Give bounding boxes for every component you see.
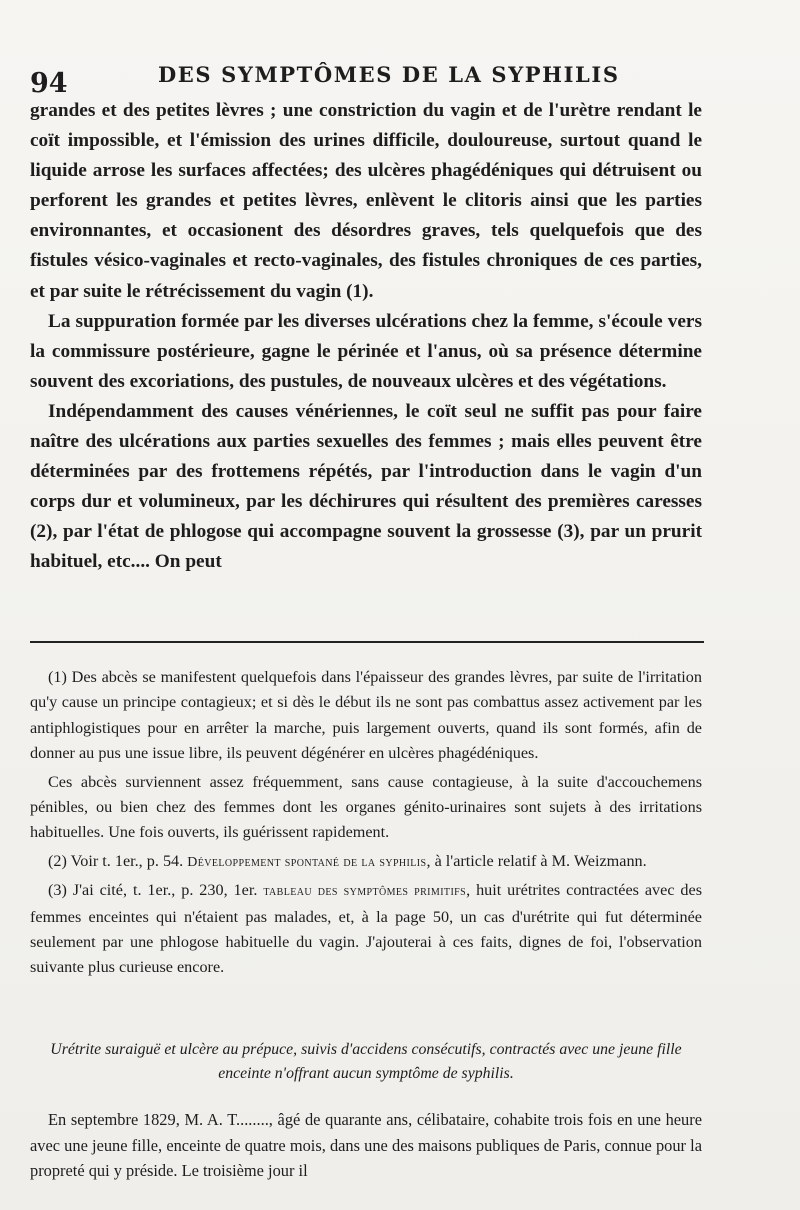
footnote-2-title: Développement spontané de la syphilis <box>187 854 427 870</box>
body-paragraph-1: grandes et des petites lèvres ; une constriction du vagin et de l'urètre rendant le coït impossible, et l'émission des urines difficile, douloureuse, surtout quand le liquide arrose les surfaces affectées; des ulcères phagédéniques qui détruisent ou perforent les grandes et petites lèvres, enlèvent le clitoris ainsi que les parties environnantes, et occasionent des désordres graves, tels quelquefois que des fistules vésico-vaginales et recto-vaginales, des fistules chroniques de ces parties, et par suite le rétrécissement du vagin (1). <box>30 100 702 302</box>
body-paragraph-3: Indépendamment des causes vénériennes, le coït seul ne suffit pas pour faire naître des ulcérations aux parties sexuelles des femmes ; mais elles peuvent être déterminées par des frottemens répétés, par l'introduction dans le vagin d'un corps dur et volumineux, par les déchirures qui résultent des premières caresses (2), par l'état de phlogose qui accompagne souvent la grossesse (3), par un prurit habituel, etc.... On peut <box>30 400 702 573</box>
body-paragraph-2: La suppuration formée par les diverses ulcérations chez la femme, s'écoule vers la commissure postérieure, gagne le périnée et l'anus, où sa présence détermine souvent des excoriations, des pustules, de nouveaux ulcères et des végétations. <box>30 310 702 392</box>
footnotes <box>30 665 702 981</box>
footnote-2-ref: (2) Voir t. 1er., p. 54. <box>48 851 184 870</box>
case-text <box>30 1107 702 1184</box>
case-title: Urétrite suraiguë et ulcère au prépuce, suivis d'accidens consécutifs, contractés avec une jeune fille enceinte n'offrant aucun symptôme de syphilis. <box>50 1041 682 1082</box>
page-header <box>30 56 720 99</box>
running-title: DES SYMPTÔMES DE LA SYPHILIS <box>158 62 620 87</box>
footnote-3-tail: , huit urétrites contractées avec des femmes enceintes qui n'étaient pas malades, et, à la page 50, un cas d'urétrite qui fut déterminée seulement par une phlogose habituelle du vagin. J'ajouterai à ces faits, dignes de foi, l'observation suivante plus curieuse encore. <box>30 881 703 977</box>
case-paragraph: En septembre 1829, M. A. T........, âgé de quarante ans, célibataire, cohabite trois fois en une heure avec une jeune fille, enceinte de quatre mois, dans une des maisons publiques de Paris, connue pour la propreté qui y préside. Le troisième jour il <box>30 1110 702 1181</box>
footnote-3-ref: (3) J'ai cité, t. 1er., p. 230, 1er. <box>48 881 258 900</box>
footnote-2-tail: , à l'article relatif à M. Weizmann. <box>426 851 647 870</box>
footnote-3-title: tableau des symptômes primitifs <box>263 884 467 900</box>
footnote-2 <box>30 849 702 875</box>
page-number: 94 <box>30 68 68 99</box>
footnote-separator <box>30 641 704 643</box>
footnote-3 <box>30 878 702 981</box>
main-text <box>30 96 702 578</box>
footnote-1: (1) Des abcès se manifestent quelquefois dans l'épaisseur des grandes lèvres, par suite de l'irritation qu'y cause un principe contagieux; et si dès le début ils ne sont pas combattus assez activement par les antiphlogistiques pour en arrêter la marche, puis largement ouverts, quand ils sont formés, afin de donner au pus une issue libre, ils peuvent dégénérer en ulcères phagédéniques. <box>30 668 702 763</box>
footnote-1-continued: Ces abcès surviennent assez fréquemment, sans cause contagieuse, à la suite d'accouchemens pénibles, ou bien chez des femmes dont les organes génito-urinaires sont sujets à des irritations habituelles. Une fois ouverts, ils guérissent rapidement. <box>30 772 702 842</box>
